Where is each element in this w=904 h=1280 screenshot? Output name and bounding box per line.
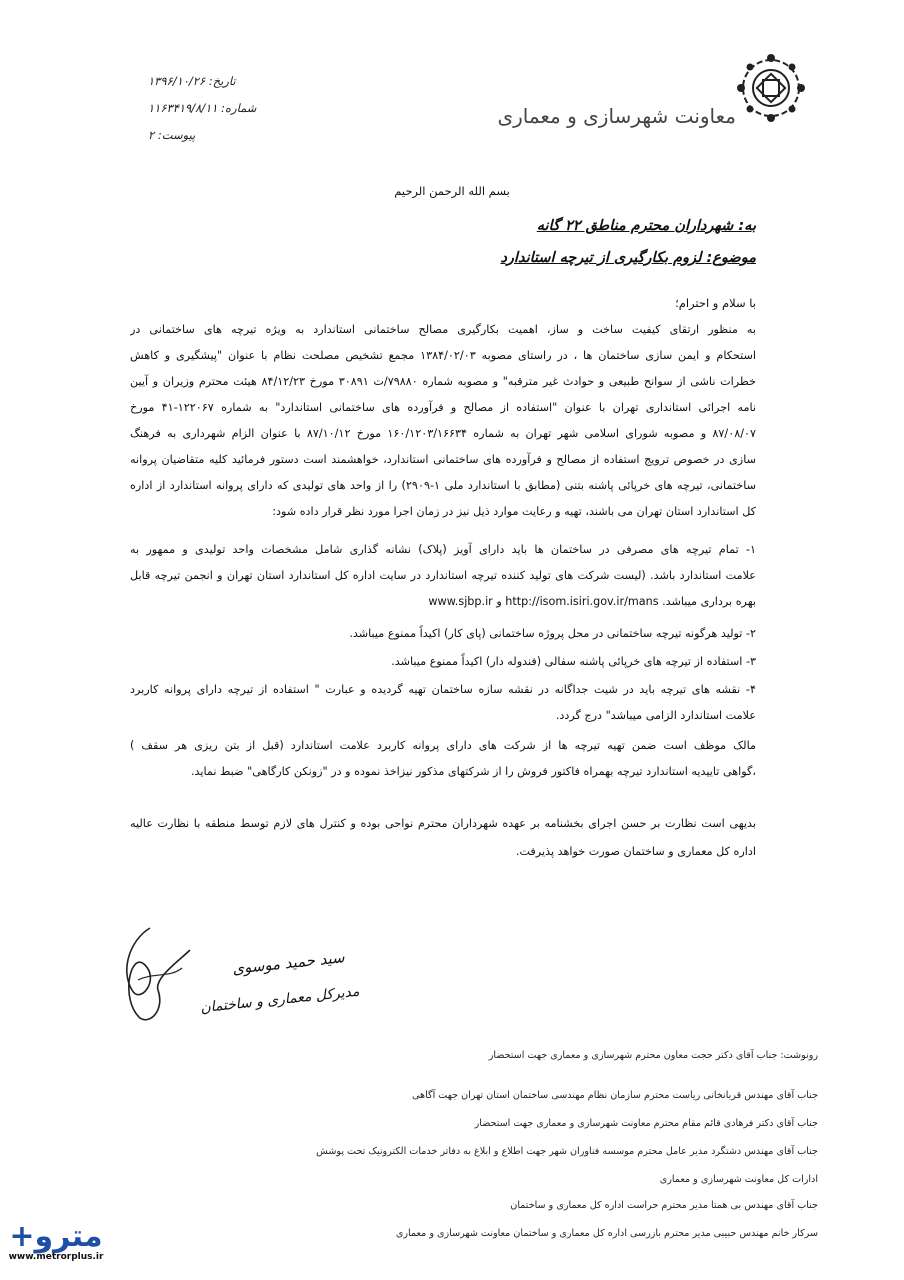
list-item-1-line: علامت استاندارد باشد. (لیست شرکت های تولید کننده تیرچه استاندارد در سایت اداره کل استاندارد استان تهران و انجمن تیرچه قابل xyxy=(130,569,756,582)
org-title: معاونت شهرسازی و معماری xyxy=(497,104,736,128)
list-item-2: ۲- تولید هرگونه تیرچه ساختمانی در محل پروژه ساختمانی (پای کار) اکیداً ممنوع میباشد. xyxy=(349,627,756,640)
body-line: به منظور ارتقای کیفیت ساخت و ساز، اهمیت بکارگیری مصالح ساختمانی استاندارد به ویژه تیرچه های ساختمانی در xyxy=(130,323,756,336)
signatory-name: سید حمید موسوی xyxy=(231,948,346,978)
owner-paragraph-line: ،گواهی تاییدیه استاندارد تیرچه بهمراه فاکتور فروش را از شرکتهای مذکور نیزاخذ نموده و در "زونکن کارگاهی" ضبط نماید. xyxy=(190,765,756,778)
list-item-1-links: بهره برداری میباشد. http://isom.isiri.gov.ir/mans و www.sjbp.ir xyxy=(428,595,756,608)
owner-paragraph-line: مالک موظف است ضمن تهیه تیرچه ها از شرکت های دارای پروانه کاربرد علامت استاندارد (قبل از بتن ریزی هر سقف ) xyxy=(130,739,756,752)
municipality-emblem-icon xyxy=(732,52,810,124)
body-line: نامه اجرائی استانداری تهران با عنوان "استفاده از مصالح و فرآورده های ساختمانی استاندارد" به شماره ۱۲۲۰۶۷-۴۱ مورخ xyxy=(130,401,756,414)
list-item-4-line: ۴- نقشه های تیرچه باید در شیت جداگانه در نقشه سازه ساختمان تهیه گردیده و عبارت " استفاده از تیرچه دارای پروانه کاربرد xyxy=(130,683,756,696)
watermark xyxy=(4,1219,108,1262)
cc-line: جناب آقای مهندس دشتگرد مدیر عامل محترم موسسه فناوران شهر جهت اطلاع و ابلاغ به دفاتر خدمات الکترونیک تحت پوشش xyxy=(316,1146,818,1157)
cc-line: ادارات کل معاونت شهرسازی و معماری xyxy=(659,1174,818,1185)
body-line: سازی در خصوص ترویج استفاده از مصالح و فرآورده های ساختمانی استاندارد، خواهشمند است دستور فرمائید کلیه متقاضیان پروانه xyxy=(130,453,756,466)
body-line: ۸۷/۰۸/۰۷ و مصوبه شورای اسلامی شهر تهران به شماره ۱۶۰/۱۲۰۳/۱۶۶۳۴ مورخ ۸۷/۱۰/۱۲ با عنوان الزام شهرداری به فرهنگ xyxy=(130,427,756,440)
cc-line: سرکار خانم مهندس حبیبی مدیر محترم بازرسی اداره کل معماری و ساختمان معاونت شهرسازی و معماری xyxy=(395,1228,818,1239)
letter-number: شماره: ۱۱۶۳۴۱۹/۸/۱۱ xyxy=(148,101,257,115)
cc-line: جناب آقای دکتر فرهادی قائم مقام محترم معاونت شهرسازی و معماری جهت استحضار xyxy=(474,1118,818,1129)
list-item-3: ۳- استفاده از تیرچه های خرپائی پاشنه سفالی (فندوله دار) اکیداً ممنوع میباشد. xyxy=(391,655,756,668)
body-line: ساختمانی، تیرچه های خرپائی پاشنه بتنی (مطابق با استاندارد ملی ۱-۲۹۰۹) را از واحد های تولیدی که دارای پروانه استاندارد از اداره xyxy=(130,479,756,492)
addressee: به: شهرداران محترم مناطق ۲۲ گانه xyxy=(536,218,756,234)
closing-paragraph-line: بدیهی است نظارت بر حسن اجرای بخشنامه بر عهده شهرداران محترم نواحی بوده و کنترل های لازم توسط منطقه با نظارت عالیه xyxy=(130,817,756,830)
closing-paragraph-line: اداره کل معماری و ساختمان صورت خواهد پذیرفت. xyxy=(515,845,756,858)
cc-line: جناب آقای مهندس بی همتا مدیر محترم حراست اداره کل معماری و ساختمان xyxy=(510,1200,818,1211)
letter-attachment: پیوست: ۲ xyxy=(148,128,196,142)
body-line: کل استاندارد استان تهران می باشند، تهیه و رعایت موارد ذیل نیز در زمان اجرا مورد نظر قرار داده شود: xyxy=(272,505,756,518)
signatory-title: مدیرکل معماری و ساختمان xyxy=(199,983,361,1017)
basmala: بسم الله الرحمن الرحیم xyxy=(394,184,510,198)
signature-scribble-icon xyxy=(110,920,200,1030)
cc-line: جناب آقای مهندس قربانخانی ریاست محترم سازمان نظام مهندسی ساختمان استان تهران جهت آگاهی xyxy=(412,1090,818,1101)
letter-date: تاریخ: ۱۳۹۶/۱۰/۲۶ xyxy=(148,74,236,88)
body-line: خطرات ناشی از سوانح طبیعی و حوادث غیر مترقبه" و مصوبه شماره ۷۹۸۸۰/ت ۳۰۸۹۱ مورخ ۸۴/۱۲/۲۳ هیئت محترم وزیران و آیین xyxy=(130,375,756,388)
list-item-1-line: ۱- تمام تیرچه های مصرفی در ساختمان ها باید دارای آویز (پلاک) نشانه گذاری شامل مشخصات واحد تولیدی و ممهور به xyxy=(130,543,756,556)
greeting: با سلام و احترام؛ xyxy=(675,296,756,310)
body-line: استحکام و ایمن سازی ساختمان ها ، در راستای مصوبه ۱۳۸۴/۰۲/۰۳ مجمع تشخیص مصلحت نظام با عنوان "پیشگیری و کاهش xyxy=(130,349,756,362)
subject: موضوع: لزوم بکارگیری از تیرچه استاندارد xyxy=(500,250,756,266)
cc-line: رونوشت: جناب آقای دکتر حجت معاون محترم شهرسازی و معماری جهت استحضار xyxy=(488,1050,818,1061)
watermark-url: www.metrorplus.ir xyxy=(8,1252,104,1262)
watermark-logo: مترو+ xyxy=(9,1219,103,1254)
list-item-4-line: علامت استاندارد الزامی میباشد" درج گردد. xyxy=(555,709,756,722)
